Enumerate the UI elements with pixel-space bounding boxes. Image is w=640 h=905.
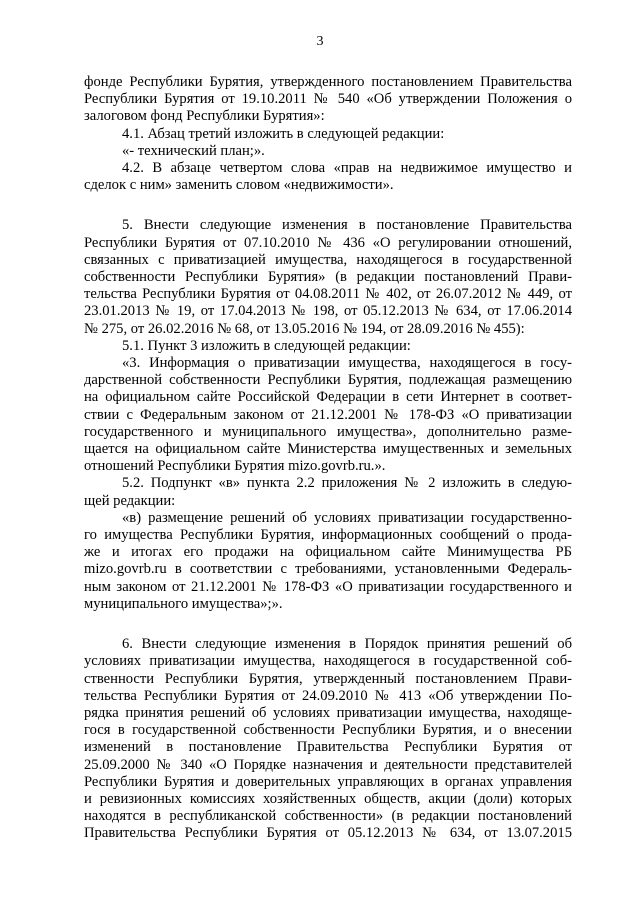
text-line: Правительства Республики Бурятия от 05.12.2013 № 634, от 13.07.2015 [84, 825, 572, 842]
page-number: 3 [316, 34, 324, 49]
text-line: рядка принятия решений об условиях приватизации имущества, находяще- [84, 704, 572, 721]
paragraph-5-1-quote [84, 355, 572, 475]
text-line: ным законом от 21.12.2001 № 178-ФЗ «О приватизации государственного и [84, 578, 572, 595]
text-line: 23.01.2013 № 19, от 17.04.2013 № 198, от 05.12.2013 № 634, от 17.06.2014 [84, 303, 572, 320]
document-body [84, 74, 572, 843]
text-line: 25.09.2000 № 340 «О Порядке назначения и деятельности представителей [84, 756, 572, 773]
text-line: 4.2. В абзаце четвертом слова «прав на недвижимое имущество и [122, 160, 572, 177]
text-line: муниципального имущества»;». [84, 595, 283, 612]
paragraph-5-2 [84, 475, 572, 509]
text-line: «- технический план;». [122, 142, 265, 159]
text-line: отношений Республики Бурятия mizo.govrb.ru.». [84, 458, 386, 475]
text-line: сделок с ним» заменить словом «недвижимости». [84, 177, 394, 194]
text-line: находятся в республиканской собственности» (в редакции постановлений [84, 808, 572, 825]
paragraph-4-1 [84, 126, 572, 143]
text-line: щается на официальном сайте Министерства имущественных и земельных [84, 441, 572, 458]
paragraph-6 [84, 636, 572, 842]
text-line: 5. Внести следующие изменения в постановление Правительства [122, 217, 572, 234]
text-line: и ревизионных комиссиях хозяйственных обществ, акции (доли) которых [84, 790, 572, 807]
text-line: Республики Бурятия от 19.10.2011 № 540 «Об утверждении Положения о [84, 91, 572, 108]
paragraph-gap [84, 613, 572, 636]
text-line: на официальном сайте Российской Федерации в сети Интернет в соответ- [84, 389, 572, 406]
text-line: государственного и муниципального имущества», дополнительно разме- [84, 423, 572, 440]
text-line: 5.2. Подпункт «в» пункта 2.2 приложения № 2 изложить в следую- [122, 475, 572, 492]
text-line: «3. Информация о приватизации имущества, находящегося в госу- [122, 355, 572, 372]
text-line: дарственной собственности Республики Бурятия, подлежащая размещению [84, 372, 572, 389]
text-line: Республики Бурятия и доверительных управляющих в органах управления [84, 773, 572, 790]
text-line: «в) размещение решений об условиях приватизации государственно- [122, 509, 572, 526]
paragraph-gap [84, 194, 572, 217]
text-line: тельства Республики Бурятия от 04.08.2011 № 402, от 26.07.2012 № 449, от [84, 286, 572, 303]
text-line: № 275, от 26.02.2016 № 68, от 13.05.2016 № 194, от 28.09.2016 № 455): [84, 320, 525, 337]
paragraph-4-2 [84, 160, 572, 194]
text-line: же и итогах его продажи на официальном сайте Минимущества РБ [84, 544, 572, 561]
text-line: собственности Республики Бурятия» (в редакции постановлений Прави- [84, 269, 572, 286]
text-line: щей редакции: [84, 492, 176, 509]
paragraph-5 [84, 217, 572, 337]
text-line: 5.1. Пункт 3 изложить в следующей редакции: [122, 337, 411, 354]
text-line: ственности Республики Бурятия, утвержденный постановлением Прави- [84, 670, 572, 687]
paragraph-continuation [84, 74, 572, 126]
text-line: ствии с Федеральным законом от 21.12.2001 № 178-ФЗ «О приватизации [84, 406, 572, 423]
paragraph-4-1-quote [84, 143, 572, 160]
text-line: mizo.govrb.ru в соответствии с требованиями, установленными Федераль- [84, 561, 572, 578]
text-line: залоговом фонд Республики Бурятия»: [84, 108, 325, 125]
text-line: связанных с приватизацией имущества, находящегося в государственной [84, 251, 572, 268]
text-line: тельства Республики Бурятия от 24.09.2010 № 413 «Об утверждении По- [84, 687, 572, 704]
text-line: го имущества Республики Бурятия, информационных сообщений о прода- [84, 527, 572, 544]
text-line: гося в государственной собственности Республики Бурятия, и о внесении [84, 722, 572, 739]
paragraph-5-1 [84, 338, 572, 355]
text-line: изменений в постановление Правительства Республики Бурятия от [84, 739, 572, 756]
text-line: условиях приватизации имущества, находящегося в государственной соб- [84, 653, 572, 670]
text-line: Республики Бурятия от 07.10.2010 № 436 «О регулировании отношений, [84, 234, 572, 251]
text-line: фонде Республики Бурятия, утвержденного постановлением Правительства [84, 74, 572, 90]
paragraph-5-2-quote [84, 510, 572, 613]
text-line: 4.1. Абзац третий изложить в следующей редакции: [122, 125, 445, 142]
text-line: 6. Внести следующие изменения в Порядок принятия решений об [122, 636, 572, 653]
